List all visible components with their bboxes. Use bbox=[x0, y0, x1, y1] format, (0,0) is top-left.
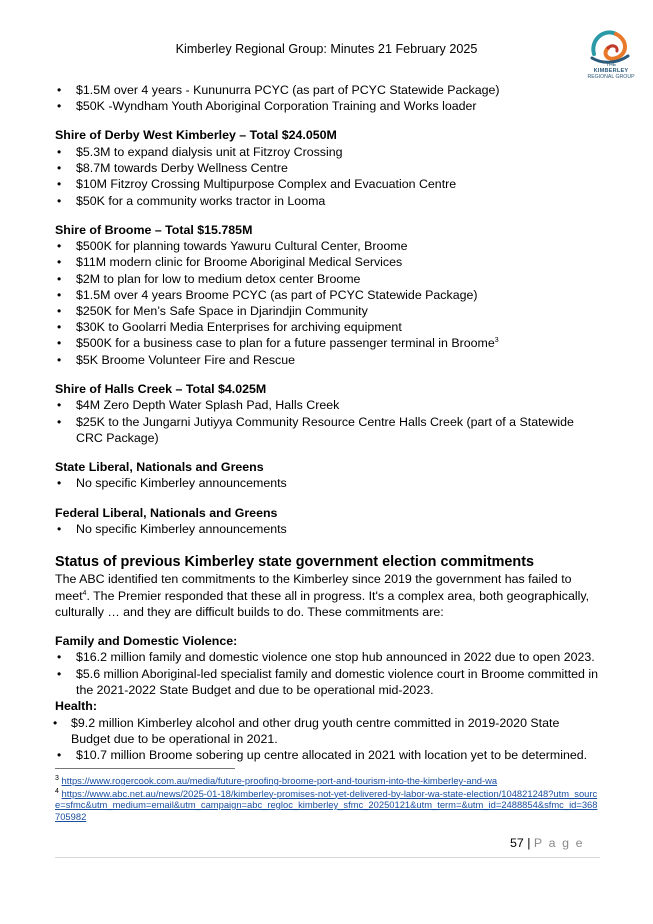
document-body bbox=[55, 82, 600, 763]
list-item: • $1.5M over 4 years - Kununurra PCYC (as part of PCYC Statewide Package) bbox=[55, 82, 600, 98]
list-item: • No specific Kimberley announcements bbox=[55, 475, 600, 491]
list-item: • $5.3M to expand dialysis unit at Fitzroy Crossing bbox=[55, 144, 600, 160]
footnotes bbox=[55, 775, 600, 822]
list-item: • $10.7 million Broome sobering up centre allocated in 2021 with location yet to be determined. bbox=[55, 747, 600, 763]
section-heading-family-violence: Family and Domestic Violence: bbox=[55, 633, 238, 648]
list-item: • $16.2 million family and domestic violence one stop hub announced in 2022 due to open 2023. bbox=[55, 649, 600, 665]
state-liberal-list bbox=[55, 475, 600, 491]
list-item: • No specific Kimberley announcements bbox=[55, 521, 600, 537]
footnote-ref[interactable]: 3 bbox=[494, 337, 499, 345]
section-heading-federal-liberal: Federal Liberal, Nationals and Greens bbox=[55, 505, 278, 520]
list-item: • $8.7M towards Derby Wellness Centre bbox=[55, 160, 600, 176]
footnote-3: $^3$ https://www.rogercook.com.au/media/future-proofing-broome-port-and-tourism-into-the-kimberley-and-wa bbox=[55, 774, 498, 786]
footnote-3-link[interactable]: https://www.rogercook.com.au/media/future-proofing-broome-port-and-tourism-into-the-kimberley-and-wa bbox=[61, 775, 498, 786]
list-item: • $11M modern clinic for Broome Aboriginal Medical Services bbox=[55, 254, 600, 270]
status-paragraph: The ABC identified ten commitments to the Kimberley since 2019 the government has failed to meet$^4$. The Premier responded that these all in progress. It's a complex area, both geographically, culturally … and they are difficult builds to do. These commitments are: bbox=[55, 572, 590, 619]
logo-text: THE KIMBERLEY REGIONAL GROUP bbox=[587, 62, 635, 80]
footer-divider bbox=[55, 857, 600, 858]
footnote-ref[interactable]: 4 bbox=[82, 589, 87, 597]
halls-creek-list bbox=[55, 397, 600, 446]
page-number: 57 | P a g e bbox=[510, 836, 585, 850]
list-item: • $4M Zero Depth Water Splash Pad, Halls Creek bbox=[55, 397, 600, 413]
section-heading-broome: Shire of Broome – Total $15.785M bbox=[55, 222, 253, 237]
top-list bbox=[55, 82, 600, 114]
list-item: • $30K to Goolarri Media Enterprises for archiving equipment bbox=[55, 319, 600, 335]
broome-list bbox=[55, 238, 600, 368]
family-violence-list bbox=[55, 649, 600, 698]
list-item: • $5.6 million Aboriginal-led specialist family and domestic violence court in Broome committed in the 2021-2022 State Budget and due to be operational mid-2023. bbox=[55, 666, 600, 698]
section-heading-health: Health: bbox=[55, 699, 97, 714]
footnote-divider bbox=[55, 768, 235, 769]
federal-liberal-list bbox=[55, 521, 600, 537]
list-item: • $2M to plan for low to medium detox center Broome bbox=[55, 271, 600, 287]
section-heading-halls-creek: Shire of Halls Creek – Total $4.025M bbox=[55, 381, 267, 396]
list-item: • $1.5M over 4 years Broome PCYC (as part of PCYC Statewide Package) bbox=[55, 287, 600, 303]
section-heading-derby: Shire of Derby West Kimberley – Total $24.050M bbox=[55, 128, 337, 143]
page-title: Kimberley Regional Group: Minutes 21 February 2025 bbox=[175, 42, 478, 56]
list-item: • $500K for a business case to plan for a future passenger terminal in Broome$^3$ bbox=[55, 335, 600, 351]
list-item: • $5K Broome Volunteer Fire and Rescue bbox=[55, 352, 600, 368]
section-heading-state-liberal: State Liberal, Nationals and Greens bbox=[55, 459, 264, 474]
health-list-2 bbox=[55, 747, 600, 763]
list-item: • $9.2 million Kimberley alcohol and other drug youth centre committed in 2019-2020 State Budget due to be operational in 2021. bbox=[55, 715, 600, 747]
footnote-4-link[interactable]: https://www.abc.net.au/news/2025-01-18/kimberley-promises-not-yet-delivered-by-labor-wa-state-election/104821248?utm_source=sfmc&utm_medium=email&utm_campaign=abc_regloc_kimberley_sfmc_20250121&utm_term=&utm_id=2488854&sfmc_id=368705982 bbox=[55, 787, 598, 822]
health-list bbox=[55, 715, 600, 747]
list-item: • $250K for Men’s Safe Space in Djarindjin Community bbox=[55, 303, 600, 319]
list-item: • $10M Fitzroy Crossing Multipurpose Complex and Evacuation Centre bbox=[55, 176, 600, 192]
list-item: • $50K -Wyndham Youth Aboriginal Corporation Training and Works loader bbox=[55, 98, 600, 114]
section-title-status: Status of previous Kimberley state government election commitments bbox=[55, 554, 535, 571]
footnote-4: $^4$ https://www.abc.net.au/news/2025-01-18/kimberley-promises-not-yet-delivered-by-labor-wa-state-election/104821248?utm_source=sfmc&utm_medium=email&utm_campaign=abc_regloc_kimberley_sfmc_20250121&utm_term=&utm_id=2488854&sfmc_id=368705982 bbox=[55, 787, 598, 822]
list-item: • $500K for planning towards Yawuru Cultural Center, Broome bbox=[55, 238, 600, 254]
list-item: • $25K to the Jungarni Jutiyya Community Resource Centre Halls Creek (part of a Statewide CRC Package) bbox=[55, 414, 600, 446]
list-item: • $50K for a community works tractor in Looma bbox=[55, 193, 600, 209]
derby-list bbox=[55, 144, 600, 209]
